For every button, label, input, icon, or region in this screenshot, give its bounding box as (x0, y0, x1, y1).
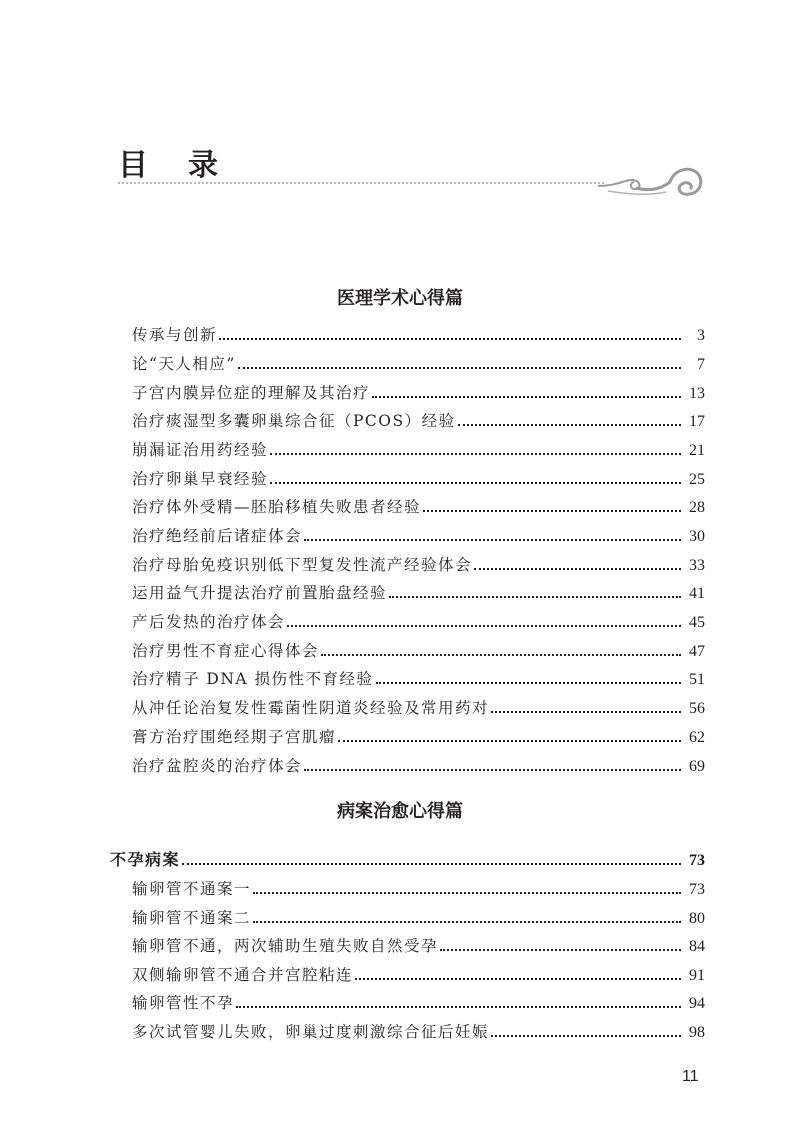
toc-entry-title: 膏方治疗围绝经期子宫肌瘤 (132, 728, 337, 746)
dot-leader (423, 510, 681, 512)
toc-entry-page: 28 (689, 499, 705, 516)
dot-leader (458, 424, 681, 426)
toc-entry-page: 41 (689, 585, 705, 602)
dot-leader (287, 625, 681, 627)
toc-entry-title: 从冲任论治复发性霉菌性阴道炎经验及常用药对 (132, 699, 490, 717)
dot-leader (270, 482, 681, 484)
toc-entry-title: 崩漏证治用药经验 (132, 441, 269, 459)
toc-heading: 目录 (118, 148, 258, 183)
dot-leader (238, 367, 681, 369)
dot-leader (440, 949, 681, 951)
dot-leader (389, 596, 681, 598)
toc-entry-page: 30 (689, 528, 705, 545)
dot-leader (321, 654, 681, 656)
toc-entry-page: 3 (697, 327, 705, 344)
toc-entry-page: 51 (689, 671, 705, 688)
toc-entry-title: 输卵管不通案一 (132, 880, 252, 898)
toc-entry[interactable] (132, 438, 705, 462)
toc-entry[interactable] (132, 524, 705, 548)
toc-entry-page: 80 (689, 910, 705, 927)
toc-entry[interactable] (132, 906, 705, 930)
dot-leader (338, 740, 681, 742)
cloud-ornament-icon (596, 158, 708, 202)
dot-leader (304, 539, 681, 541)
toc-entry-page: 33 (689, 557, 705, 574)
toc-entry-title: 输卵管不通案二 (132, 909, 252, 927)
toc-entry[interactable] (132, 639, 705, 663)
toc-entry-page: 21 (689, 442, 705, 459)
toc-entry-page: 94 (689, 995, 705, 1012)
toc-entry-page: 84 (689, 938, 705, 955)
toc-entry[interactable] (132, 934, 705, 958)
toc-entry-title: 治疗精子 DNA 损伤性不育经验 (132, 670, 374, 688)
toc-entry-page: 45 (689, 614, 705, 631)
dot-leader (219, 338, 681, 340)
toc-entry-title: 治疗男性不育症心得体会 (132, 642, 320, 660)
dot-leader (253, 921, 681, 923)
toc-entry[interactable] (132, 495, 705, 519)
toc-entry-title: 治疗痰湿型多囊卵巢综合征（PCOS）经验 (132, 412, 456, 430)
toc-entry-page: 47 (689, 643, 705, 660)
section-title-cases: 病案治愈心得篇 (337, 801, 463, 822)
toc-entry[interactable] (132, 581, 705, 605)
dot-leader (372, 396, 681, 398)
toc-entry-title: 多次试管婴儿失败，卵巢过度刺激综合征后妊娠 (132, 1023, 490, 1041)
toc-entry[interactable] (132, 381, 705, 405)
toc-entry-page: 91 (689, 967, 705, 984)
dot-leader (236, 1006, 681, 1008)
toc-entry-page: 62 (689, 729, 705, 746)
toc-entry-title: 传承与创新 (132, 326, 218, 344)
toc-entry-page: 7 (697, 356, 705, 373)
toc-entry-title: 子宫内膜异位症的理解及其治疗 (132, 384, 371, 402)
toc-entry-page: 13 (689, 385, 705, 402)
toc-entry-page: 56 (689, 700, 705, 717)
toc-entry[interactable] (132, 725, 705, 749)
toc-entry-title: 产后发热的治疗体会 (132, 613, 286, 631)
toc-entry-title: 治疗体外受精—胚胎移植失败患者经验 (132, 498, 422, 516)
toc-entry-page: 17 (689, 413, 705, 430)
toc-entry-page: 69 (689, 758, 705, 775)
dot-leader (491, 711, 681, 713)
toc-entry[interactable] (132, 553, 705, 577)
toc-entry[interactable] (132, 352, 705, 376)
toc-entry-title: 输卵管不通，两次辅助生殖失败自然受孕 (132, 937, 439, 955)
toc-group-entry[interactable] (110, 848, 705, 872)
toc-entry[interactable] (132, 409, 705, 433)
toc-entry-page: 73 (689, 852, 705, 869)
dot-leader (270, 453, 681, 455)
page-number: 11 (682, 1068, 699, 1085)
toc-entry[interactable] (132, 1020, 705, 1044)
toc-entry-title: 论“天人相应” (132, 355, 236, 373)
toc-entry-page: 73 (689, 881, 705, 898)
toc-entry[interactable] (132, 323, 705, 347)
toc-entry-title: 运用益气升提法治疗前置胎盘经验 (132, 584, 388, 602)
dot-leader (474, 568, 681, 570)
toc-entry-title: 治疗母胎免疫识别低下型复发性流产经验体会 (132, 556, 473, 574)
toc-entry[interactable] (132, 963, 705, 987)
toc-entry-title: 治疗盆腔炎的治疗体会 (132, 757, 303, 775)
toc-entry-title: 治疗绝经前后诸症体会 (132, 527, 303, 545)
toc-entry-title: 治疗卵巢早衰经验 (132, 470, 269, 488)
dot-leader (253, 892, 681, 894)
dot-leader (491, 1035, 681, 1037)
toc-entry-title: 输卵管性不孕 (132, 994, 235, 1012)
toc-entry-page: 25 (689, 471, 705, 488)
dot-leader (304, 769, 681, 771)
dot-leader (355, 978, 681, 980)
toc-entry[interactable] (132, 610, 705, 634)
toc-entry[interactable] (132, 696, 705, 720)
toc-entry-title: 双侧输卵管不通合并宫腔粘连 (132, 966, 354, 984)
heading-dotted-rule (118, 182, 604, 184)
toc-group-title: 不孕病案 (110, 850, 181, 869)
toc-entry[interactable] (132, 991, 705, 1015)
toc-entry[interactable] (132, 877, 705, 901)
toc-entry[interactable] (132, 467, 705, 491)
dot-leader (376, 682, 681, 684)
section-title-theory: 医理学术心得篇 (337, 288, 463, 309)
toc-entry[interactable] (132, 667, 705, 691)
dot-leader (182, 863, 681, 865)
toc-entry-page: 98 (689, 1024, 705, 1041)
toc-entry[interactable] (132, 754, 705, 778)
